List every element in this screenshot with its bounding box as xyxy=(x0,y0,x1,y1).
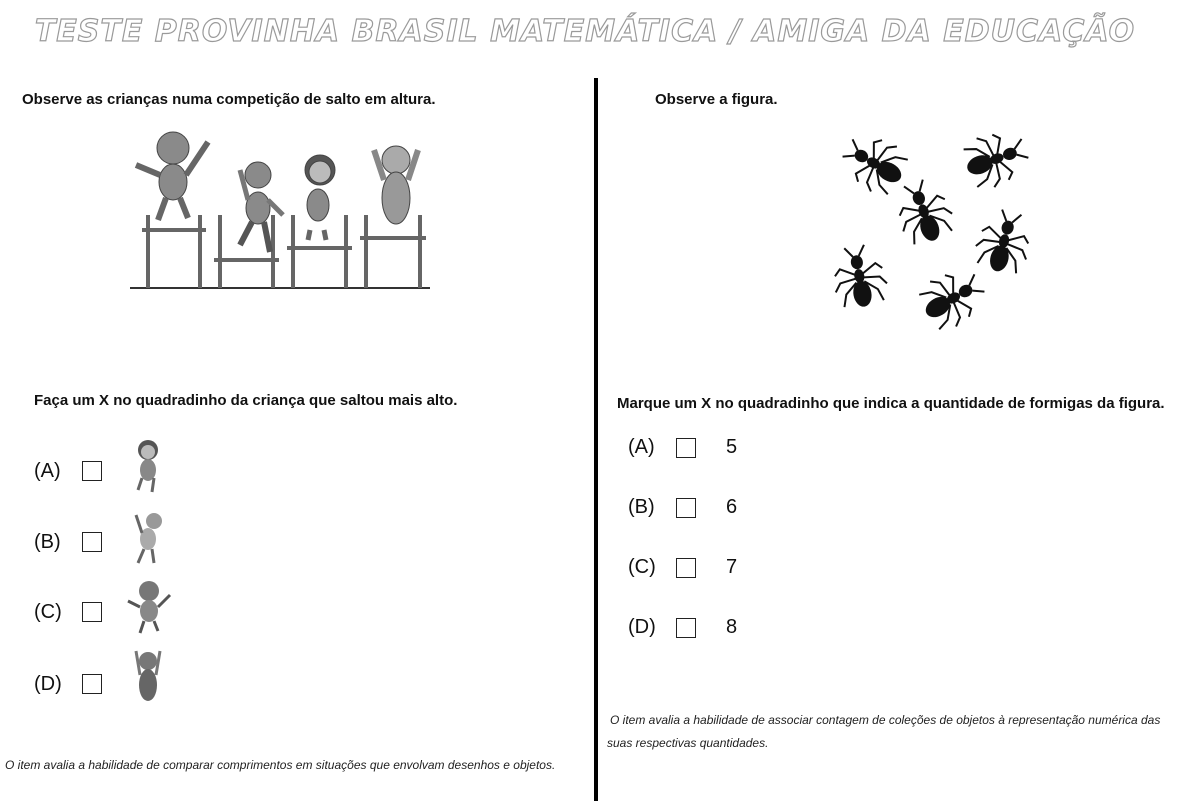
boy-falling-icon xyxy=(128,507,168,567)
option-letter: (B) xyxy=(34,530,61,553)
checkbox[interactable] xyxy=(676,558,696,578)
left-option-b[interactable] xyxy=(34,517,168,567)
page-title: TESTE PROVINHA BRASIL MATEMÁTICA / AMIGA DA EDUCAÇÃO xyxy=(34,14,1136,49)
option-value: 7 xyxy=(726,556,738,578)
right-footnote-line1: O item avalia a habilidade de associar contagem de coleções de objetos à representação numérica das xyxy=(610,713,1161,727)
left-question: Faça um X no quadradinho da criança que saltou mais alto. xyxy=(34,392,458,409)
option-letter: (A) xyxy=(628,436,655,458)
right-question: Marque um X no quadradinho que indica a quantidade de formigas da figura. xyxy=(617,395,1165,412)
option-letter: (B) xyxy=(628,496,655,518)
checkbox[interactable] xyxy=(676,498,696,518)
option-letter: (A) xyxy=(34,459,61,482)
boy-high-jump-icon xyxy=(124,577,174,637)
checkbox[interactable] xyxy=(676,618,696,638)
option-value: 5 xyxy=(726,436,738,458)
girl-arms-up-icon xyxy=(128,645,168,709)
ants-illustration xyxy=(825,120,1045,335)
right-footnote-line2: suas respectivas quantidades. xyxy=(607,736,769,750)
option-letter: (C) xyxy=(628,556,656,578)
column-divider xyxy=(594,78,598,801)
left-option-c[interactable] xyxy=(34,587,174,637)
girl-jumping-icon xyxy=(128,436,168,496)
right-option-c[interactable] xyxy=(628,556,737,579)
left-prompt: Observe as crianças numa competição de salto em altura. xyxy=(22,91,436,108)
checkbox[interactable] xyxy=(82,461,102,481)
left-footnote: O item avalia a habilidade de comparar comprimentos em situações que envolvam desenhos e objetos. xyxy=(5,758,556,772)
option-letter: (C) xyxy=(34,600,62,623)
right-option-b[interactable] xyxy=(628,496,737,519)
right-option-a[interactable] xyxy=(628,436,737,459)
left-option-d[interactable] xyxy=(34,659,168,709)
option-letter: (D) xyxy=(34,672,62,695)
left-option-a[interactable] xyxy=(34,446,168,496)
checkbox[interactable] xyxy=(676,438,696,458)
option-value: 6 xyxy=(726,496,738,518)
checkbox[interactable] xyxy=(82,674,102,694)
option-letter: (D) xyxy=(628,616,656,638)
checkbox[interactable] xyxy=(82,602,102,622)
option-value: 8 xyxy=(726,616,738,638)
right-prompt: Observe a figura. xyxy=(655,91,778,108)
high-jump-illustration xyxy=(128,120,433,295)
checkbox[interactable] xyxy=(82,532,102,552)
right-option-d[interactable] xyxy=(628,616,737,639)
